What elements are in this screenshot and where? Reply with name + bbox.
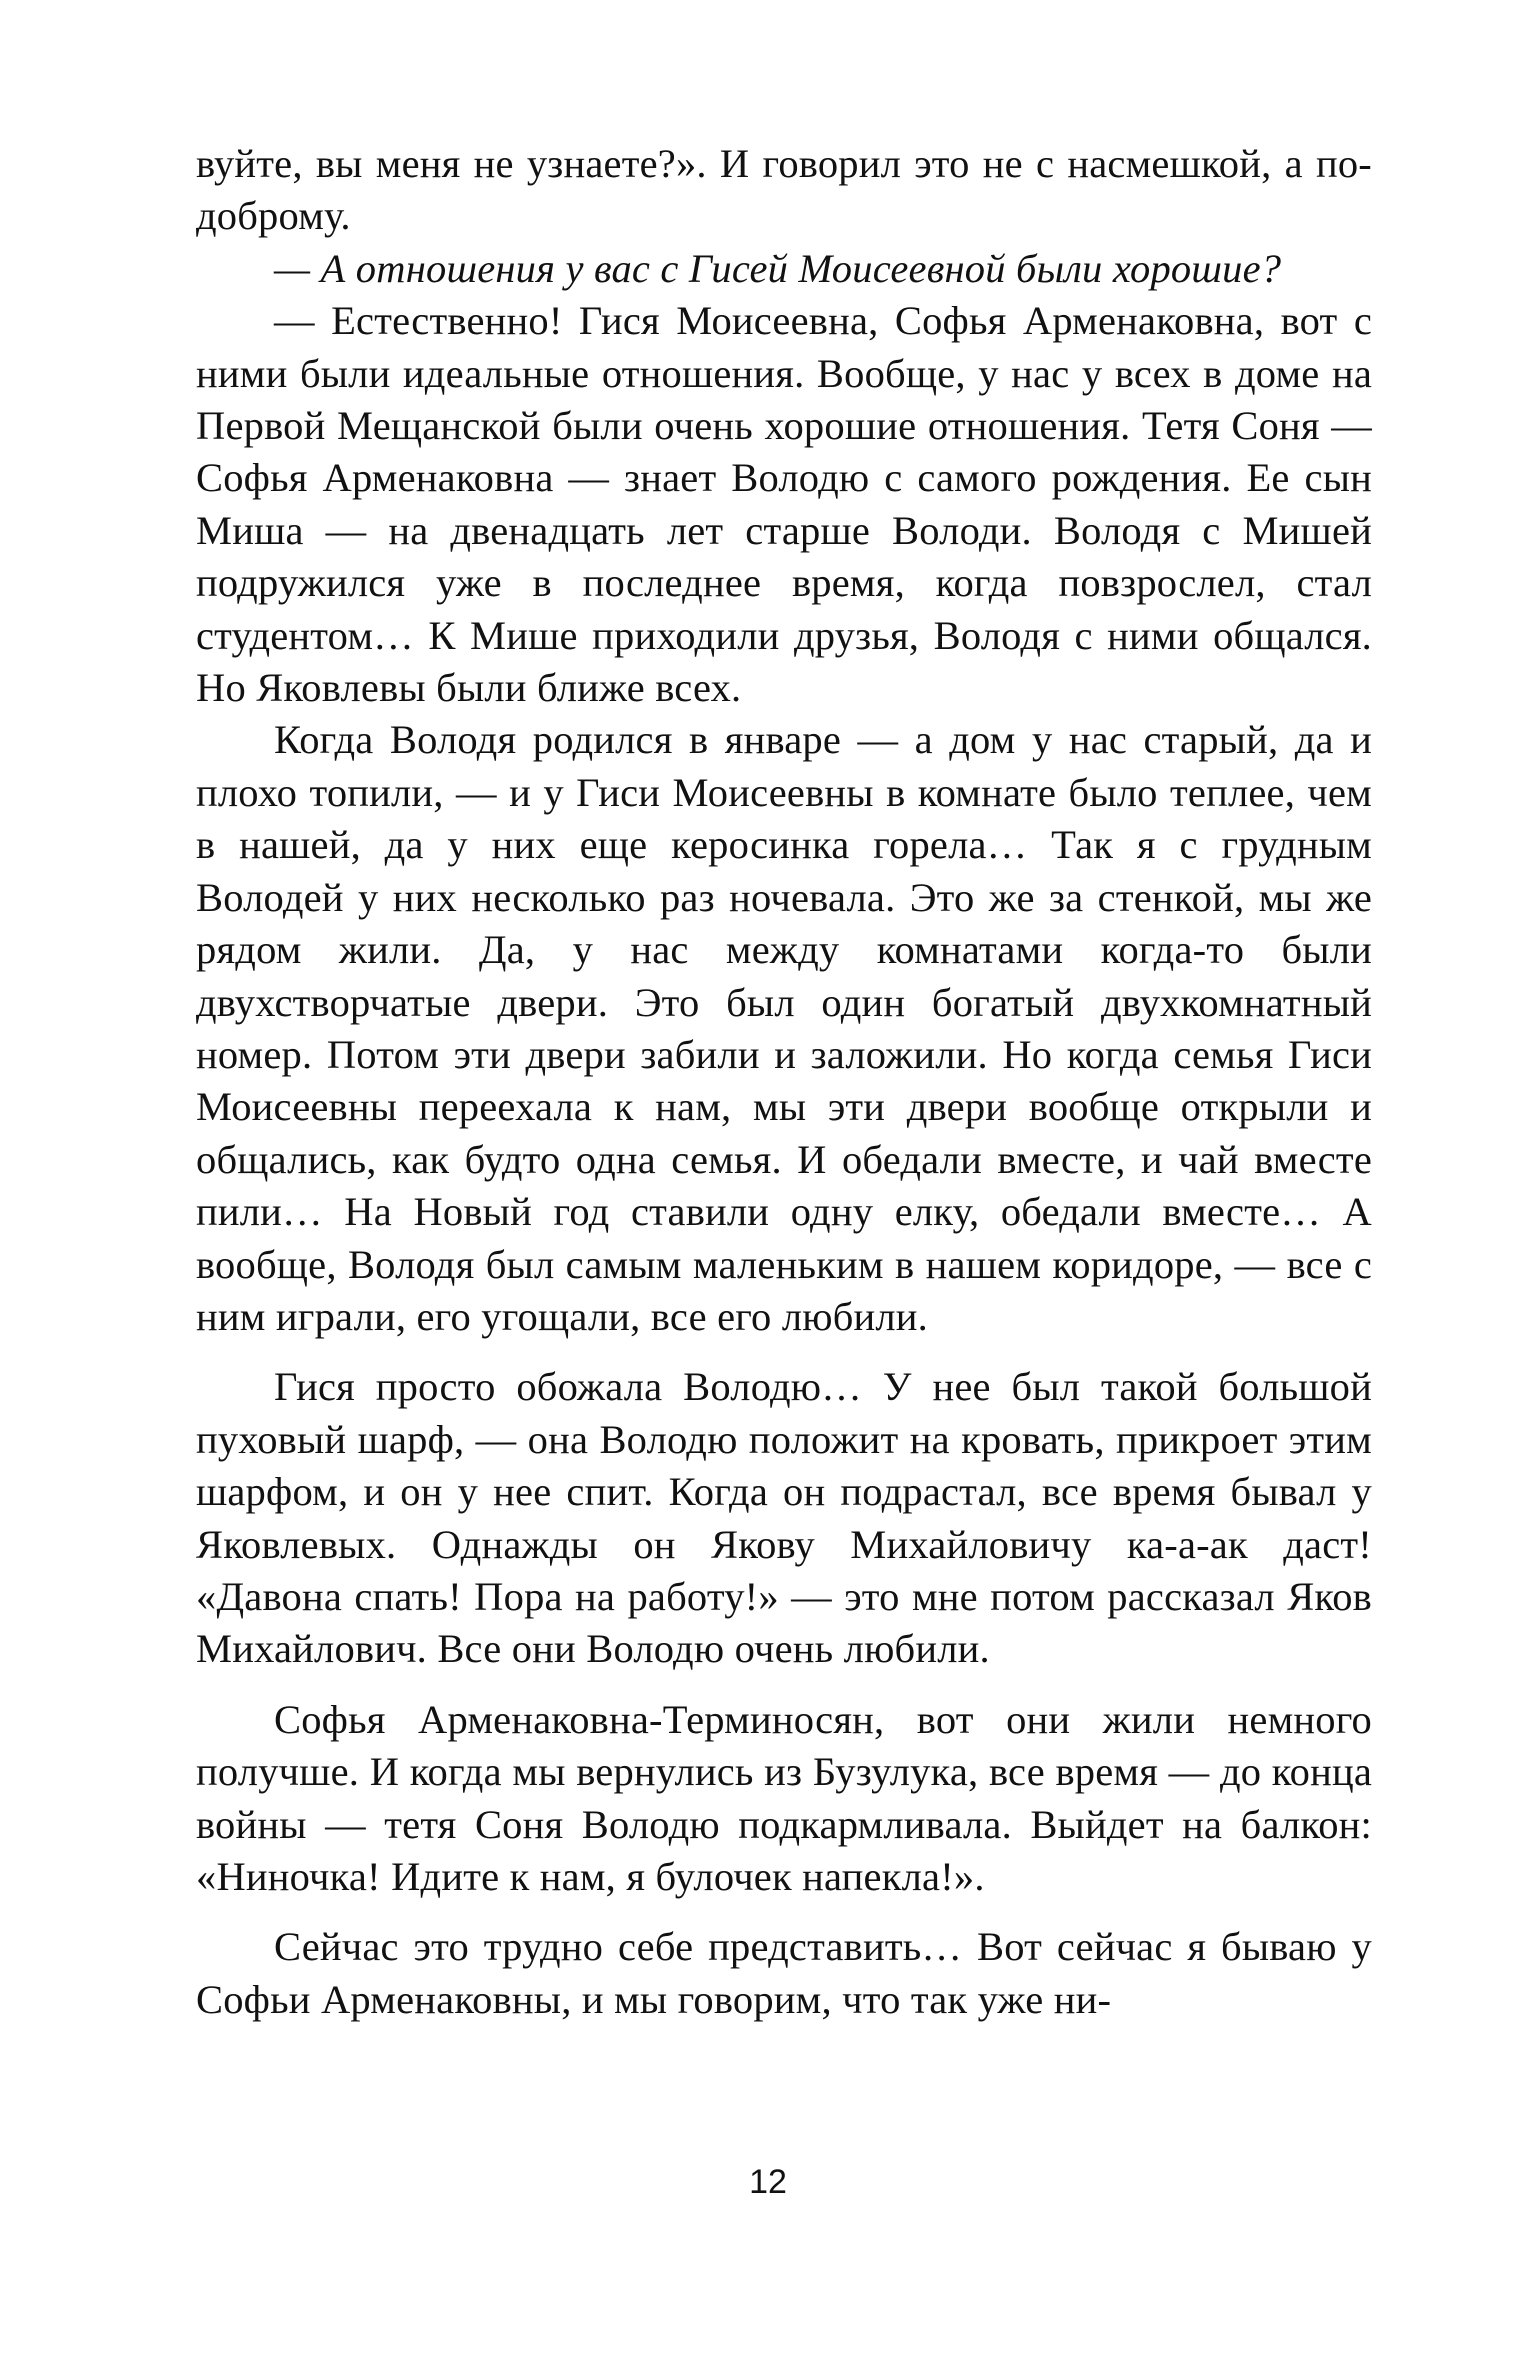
paragraph-7: Сейчас это трудно себе представить… Вот сейчас я бываю у Софьи Арменаковны, и мы говорим, что так уже ни-	[196, 1924, 1372, 2022]
paragraph-3: — Естественно! Гися Моисеевна, Софья Арменаковна, вот с ними были идеальные отношения. Вообще, у нас у всех в доме на Первой Мещанской были очень хорошие отношения. Тетя Соня — Софья Арменаковна — знает Володю с самого рождения. Ее сын Миша — на двенадцать лет старше Володи. Володя с Мишей подружился уже в последнее время, когда повзрослел, стал студентом… К Мише приходили друзья, Володя с ними общался. Но Яковлевы были ближе всех.	[196, 298, 1372, 711]
paragraph-5: Гися просто обожала Володю… У нее был такой большой пуховый шарф, — она Володю положит на кровать, прикроет этим шарфом, и он у нее спит. Когда он подрастал, все время бывал у Яковлевых. Однажды он Якову Михайловичу ка-а-ак даст! «Давона спать! Пора на работу!» — это мне потом рассказал Яков Михайлович. Все они Володю очень любили.	[196, 1364, 1372, 1672]
page-number: 12	[749, 2163, 787, 2201]
paragraph-1: вуйте, вы меня не узнаете?». И говорил это не с насмешкой, а по-доброму.	[196, 141, 1372, 239]
paragraph-6: Софья Арменаковна-Терминосян, вот они жили немного получше. И когда мы вернулись из Бузулука, все время — до конца войны — тетя Соня Володю подкармливала. Выйдет на балкон: «Ниночка! Идите к нам, я булочек напекла!».	[196, 1696, 1372, 1899]
book-page-text	[196, 138, 1372, 2026]
paragraph-4: Когда Володя родился в январе — а дом у нас старый, да и плохо топили, — и у Гиси Моисеевны в комнате было теплее, чем в нашей, да у них еще керосинка горела… Так я с грудным Володей у них несколько раз ночевала. Это же за стенкой, мы же рядом жили. Да, у нас между комнатами когда-то были двухстворчатые двери. Это был один богатый двухкомнатный номер. Потом эти двери забили и заложили. Но когда семья Гиси Моисеевны переехала к нам, мы эти двери вообще открыли и общались, как будто одна семья. И обедали вместе, и чай вместе пили… На Новый год ставили одну елку, обедали вместе… А вообще, Володя был самым маленьким в нашем коридоре, — все с ним играли, его угощали, все его любили.	[196, 717, 1372, 1339]
interview-question: — А отношения у вас с Гисей Моисеевной были хорошие?	[274, 245, 1282, 291]
